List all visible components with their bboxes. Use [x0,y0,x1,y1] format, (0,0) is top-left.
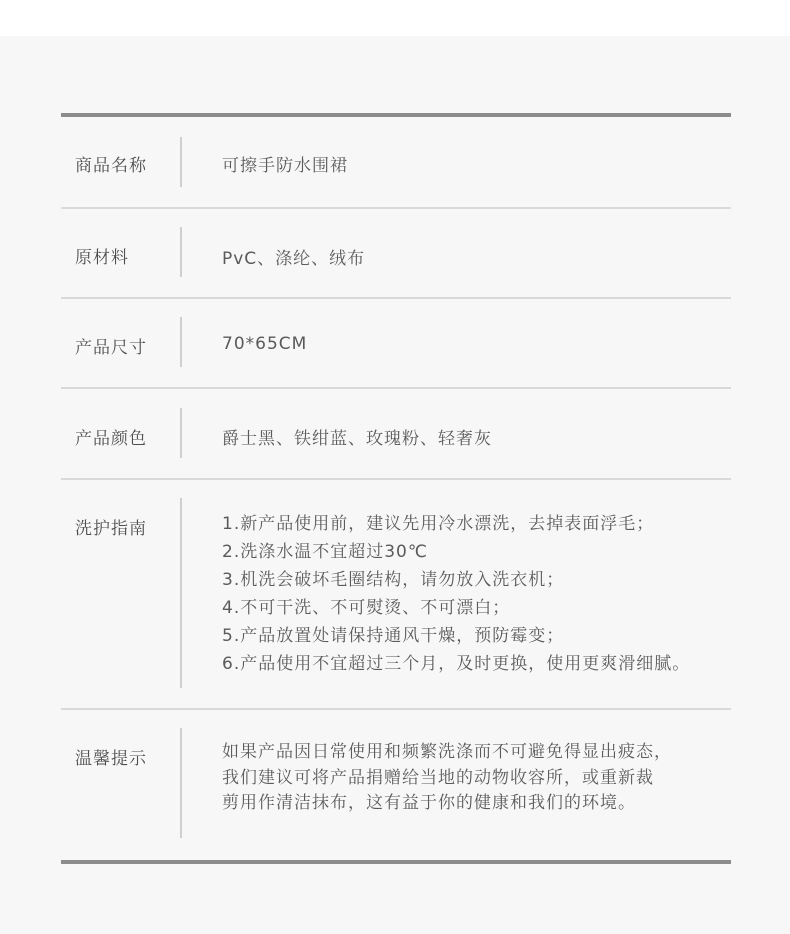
tips-line: 如果产品因日常使用和频繁洗涤而不可避免得显出疲态， [222,742,672,762]
column-separator [180,317,182,367]
row-divider [61,387,731,389]
tips-line: 我们建议可将产品捐赠给当地的动物收容所，或重新裁 [222,767,654,788]
row-divider [61,207,731,209]
row-label-tips: 温馨提示 [75,749,147,769]
care-guide-item: 5.产品放置处请保持通风干燥，预防霉变； [222,626,565,646]
row-value-size: 70*65CM [222,334,308,354]
care-guide-item: 6.产品使用不宜超过三个月，及时更换，使用更爽滑细腻。 [222,654,691,674]
table-bottom-rule [61,860,731,864]
row-label-care-guide: 洗护指南 [75,519,147,539]
row-label-size: 产品尺寸 [75,338,147,358]
column-separator [180,728,182,838]
row-value-product-name: 可擦手防水围裙 [222,156,348,176]
row-value-material: PvC、涤纶、绒布 [222,249,366,269]
column-separator [180,227,182,277]
row-divider [61,478,731,480]
column-separator [180,137,182,187]
row-value-color: 爵士黑、铁绀蓝、玫瑰粉、轻奢灰 [222,429,492,449]
care-guide-list [222,510,690,678]
column-separator [180,498,182,688]
row-label-material: 原材料 [75,248,129,268]
row-divider [61,297,731,299]
table-top-rule [61,113,731,117]
row-divider [61,708,731,710]
care-guide-item: 1.新产品使用前，建议先用冷水漂洗，去掉表面浮毛； [222,514,655,534]
care-guide-item: 3.机洗会破坏毛圈结构，请勿放入洗衣机； [222,570,565,590]
care-guide-item: 2.洗涤水温不宜超过30℃ [222,542,428,562]
tips-line: 剪用作清洁抹布，这有益于你的健康和我们的环境。 [222,793,636,813]
column-separator [180,408,182,458]
tips-paragraph [222,740,672,817]
care-guide-item: 4.不可干洗、不可熨烫、不可漂白； [222,598,511,618]
row-label-color: 产品颜色 [75,429,147,449]
row-label-product-name: 商品名称 [75,156,147,176]
